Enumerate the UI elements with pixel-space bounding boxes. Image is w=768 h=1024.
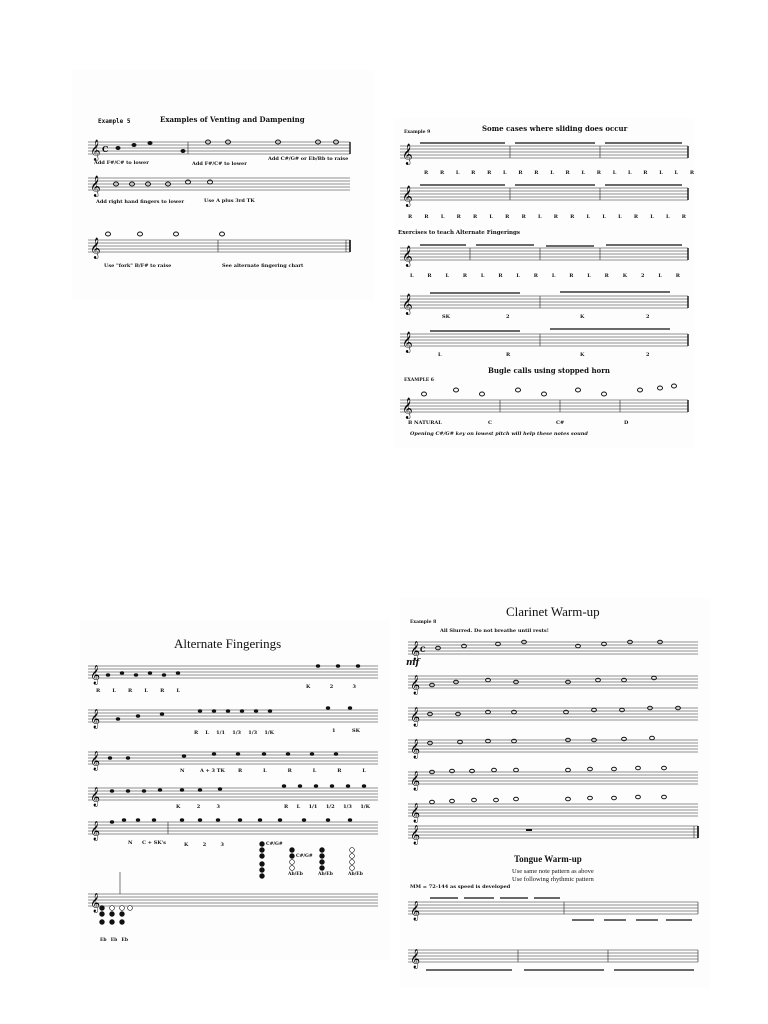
instruction: All Slurred. Do not breathe until rests! [440,628,549,634]
example-label: Example 9 [404,130,431,135]
label-row [184,842,224,848]
svg-text:𝄞: 𝄞 [402,294,413,315]
svg-text:𝄞: 𝄞 [90,893,101,913]
finger-label: R [498,273,503,279]
finger-label: R [569,273,574,279]
svg-text:𝄞: 𝄞 [90,751,101,771]
finger-label: SK [442,314,450,320]
svg-text:𝄞: 𝄞 [410,949,421,969]
pitch-label: C# [556,420,565,426]
finger-label: L [438,352,442,358]
staff-exercise-3 [400,326,696,356]
svg-text:𝄞: 𝄞 [90,787,101,807]
finger-label: R [462,273,468,279]
staff-warmup-1 [408,634,708,664]
finger-label: R [681,214,686,220]
dynamic-marking: mf [406,658,420,668]
finger-label: L [176,688,180,694]
finger-label: 2 [329,684,334,690]
svg-text:𝄞: 𝄞 [90,176,101,197]
finger-label: L [587,273,591,279]
label-row [194,730,274,736]
finger-label: L [537,214,542,220]
finger-label: K [176,804,181,810]
finger-label: 2 [506,314,510,320]
finger-label: R [518,170,523,176]
tongue-instruction: Use same note pattern as above [512,868,594,875]
example-label: Example 8 [410,620,437,625]
staff-bugle [400,384,696,424]
pitch-label: D [624,420,629,426]
finger-label: L [312,768,317,774]
staff-warmup-2 [408,668,708,698]
finger-label: R [689,170,694,176]
staff-2 [88,170,368,200]
finger-label: R [408,214,413,220]
pitch-label: B NATURAL [408,420,442,426]
staff-tongue-1 [408,894,708,924]
sheet-clarinet-warmup [400,598,710,988]
key-label: Ab/Eb [288,872,303,877]
pitch-label: C [488,420,492,426]
finger-label: R [439,170,445,176]
finger-label: R [533,273,538,279]
annotation: Add right hand fingers to lower [96,199,184,205]
finger-label: R [534,170,539,176]
finger-label: R [565,170,570,176]
example-label: Example 5 [98,118,131,125]
svg-text:C: C [420,645,426,654]
label-row [100,938,128,943]
staff-exercise-1 [400,240,696,270]
key-label: Ab/Eb [348,872,363,877]
key-label: Ab/Eb [318,872,333,877]
page-title: Clarinet Warm-up [506,604,600,619]
finger-label: SK [352,728,360,734]
finger-label: L [602,214,606,220]
section-title: Examples of Venting and Dampening [160,115,305,124]
staff-warmup-4 [408,732,708,762]
finger-label: N [128,840,133,846]
finger-label: R [96,688,101,694]
finger-label: 2 [646,314,650,320]
svg-text:𝄞: 𝄞 [402,398,413,419]
annotation: Use "fork" B/F# to raise [104,263,172,269]
svg-text:𝄞: 𝄞 [410,825,421,845]
tempo-marking: MM = 72-144 as speed is developed [410,884,511,890]
label-row [96,688,180,694]
finger-label: R [424,214,429,220]
section-title: Tongue Warm-up [514,854,582,864]
finger-label: L [550,170,554,176]
finger-label: R [487,170,492,176]
finger-label: N [180,768,185,774]
finger-label: L [445,273,449,279]
staff-3 [88,228,368,264]
section-title: Bugle calls using stopped horn [488,366,611,375]
svg-text:𝄞: 𝄞 [410,901,421,921]
finger-label: 1/3 [232,730,242,736]
sheet-sliding [394,118,694,448]
finger-label: K [580,352,585,358]
finger-label: R [643,170,648,176]
label-row [410,273,680,279]
svg-text:𝄞: 𝄞 [410,803,421,823]
staff-slide-2 [400,180,696,214]
tongue-instruction: Use following rhythmic pattern [512,876,594,883]
finger-label: L [627,170,632,176]
finger-label: L [144,688,148,694]
svg-text:C: C [102,144,109,154]
finger-label: 3 [216,804,220,810]
finger-label: 1/1 [216,730,225,736]
sheet-alternate-fingerings [80,620,390,960]
key-label: Eb [100,938,107,943]
finger-label: R [596,170,601,176]
finger-label: R [337,768,342,774]
finger-label: L [205,730,209,736]
finger-label: R [521,214,526,220]
finger-label: L [440,214,445,220]
finger-label: R [472,214,478,220]
finger-label: 1/3 [343,804,352,810]
svg-text:𝄞: 𝄞 [402,246,413,267]
annotation: See alternate fingering chart [222,263,304,269]
finger-label: R [675,273,680,279]
finger-label: K [622,273,628,279]
svg-text:𝄞: 𝄞 [402,186,413,207]
finger-label: L [666,214,670,220]
finger-label: R [287,768,292,774]
label-row [408,214,686,220]
staff-warmup-7 [408,818,708,848]
finger-label: L [263,768,267,774]
finger-label: 2 [646,352,650,358]
finger-label: R [456,214,461,220]
finger-label: L [618,214,622,220]
finger-label: 2 [196,804,201,810]
finger-label: R [553,214,558,220]
label-row [306,684,356,690]
finger-label: 3 [220,842,224,848]
finger-label: 1/1 [308,804,318,810]
svg-text:𝄞: 𝄞 [410,771,421,791]
finger-label: L [489,214,493,220]
svg-text:𝄞: 𝄞 [402,332,413,353]
footnote: Opening C#/G# key on lowest pitch will help these notes sound [410,431,588,437]
annotation: Add F#/C# to lower [94,160,149,166]
finger-label: L [650,214,654,220]
finger-label: R [238,768,243,774]
finger-label: R [284,804,289,810]
key-label: Eb [110,938,118,943]
staff-warmup-3 [408,700,708,730]
finger-label: K [184,842,189,848]
key-label: C#/G# [296,854,313,859]
label-row [176,804,220,810]
svg-text:𝄞: 𝄞 [410,707,421,727]
finger-label: L [516,273,520,279]
svg-text:𝄞: 𝄞 [90,238,101,259]
finger-label: R [633,214,638,220]
svg-text:𝄞: 𝄞 [90,665,101,685]
finger-label: R [471,170,476,176]
finger-label: L [674,170,679,176]
finger-label: L [581,170,585,176]
finger-label: L [551,273,556,279]
finger-label: R [506,352,511,358]
finger-label: R [427,273,432,279]
sheet-venting-dampening [72,70,374,300]
finger-label: 1/K [360,804,370,810]
svg-text:𝄞: 𝄞 [410,675,421,695]
section-title: Exercises to teach Alternate Fingerings [398,230,520,236]
finger-label: 1/2 [325,804,335,810]
label-row [284,804,370,810]
finger-label: R [505,214,510,220]
finger-label: C + SK's [142,840,166,846]
svg-text:𝄞: 𝄞 [90,821,101,841]
example-label: EXAMPLE 6 [404,378,434,383]
svg-text:𝄞: 𝄞 [410,739,421,759]
finger-label: 3 [352,684,356,690]
staff-warmup-5 [408,764,708,794]
finger-label: R [128,688,133,694]
finger-label: R [604,273,609,279]
label-row [424,170,694,176]
finger-label: A + 3 TK [200,768,225,774]
finger-label: 1/K [264,730,274,736]
finger-label: L [503,170,507,176]
svg-text:𝄞: 𝄞 [402,144,413,165]
finger-label: K [306,684,311,690]
section-title: Some cases where sliding does occur [482,124,628,133]
finger-label: L [410,273,414,279]
annotation: Use A plus 3rd TK [204,198,255,204]
svg-text:𝄞: 𝄞 [90,709,101,729]
finger-label: L [612,170,617,176]
finger-label: L [658,273,662,279]
page-title: Alternate Fingerings [174,636,282,651]
annotation: Add C#/G# or Eb/Bb to raise [268,156,349,162]
finger-label: L [112,688,116,694]
finger-label: L [480,273,485,279]
finger-label: R [194,730,199,736]
finger-label: L [586,214,591,220]
staff-slide-1 [400,138,696,174]
finger-label: L [296,804,301,810]
bottom-fingering-keys [98,904,138,938]
finger-label: L [455,170,460,176]
svg-text:𝄞: 𝄞 [90,140,101,161]
finger-label: R [570,214,575,220]
finger-label: 1 [332,728,336,734]
finger-label: L [362,768,366,774]
finger-label: R [160,688,165,694]
finger-label: 1/3 [248,730,258,736]
svg-text:𝄞: 𝄞 [410,641,421,661]
finger-label: 2 [640,273,645,279]
finger-label: L [659,170,663,176]
key-label: Eb [121,938,128,943]
finger-label: 2 [202,842,207,848]
staff-tongue-2 [408,942,708,976]
finger-label: R [424,170,429,176]
annotation: Add F#/C# to lower [192,161,247,167]
finger-label: K [580,314,585,320]
label-row [238,768,366,774]
key-label: C#/G# [266,842,283,847]
